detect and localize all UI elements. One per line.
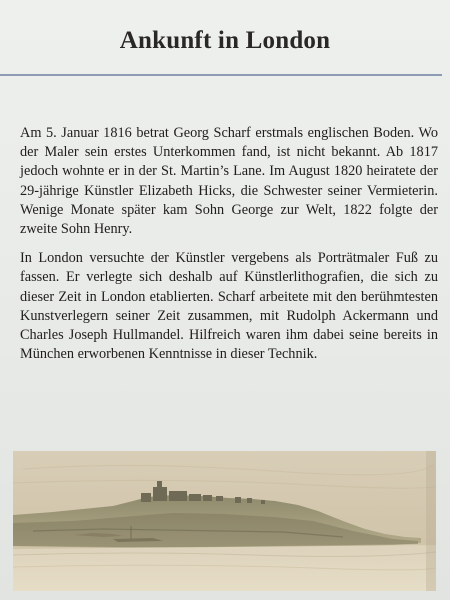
- panel-title: Ankunft in London: [119, 27, 331, 54]
- beach-shape: [13, 545, 436, 591]
- panel-body: [20, 124, 438, 374]
- body-paragraph-2: In London versuchte der Künstler vergebens als Porträtmaler Fuß zu fassen. Er verlegte sich deshalb auf Künstlerlithografien, die sich zu dieser Zeit in London etablierten. Scharf arbeitete mit den berühmtesten Kunstverlegern seiner Zeit zusammen, mit Rudolph Ackermann und Charles Joseph Hullmandel. Hilfreich waren ihm dabei seine bereits in München erworbenen Kenntnisse in dieser Technik.: [20, 250, 438, 363]
- headland-sketch-image: [13, 451, 436, 591]
- body-paragraph-1: Am 5. Januar 1816 betrat Georg Scharf erstmals englischen Boden. Wo der Maler sein erstes Unterkommen fand, ist nicht bekannt. Ab 1817 jedoch wohnte er in der St. Martin’s Lane. Im August 1820 heiratete der 29-jährige Künstler Elizabeth Hicks, die Schwester seiner Vermieterin. Wenige Monate später kam Sohn George zur Welt, 1822 folgte der zweite Sohn Henry.: [20, 125, 438, 238]
- title-divider: [0, 74, 442, 76]
